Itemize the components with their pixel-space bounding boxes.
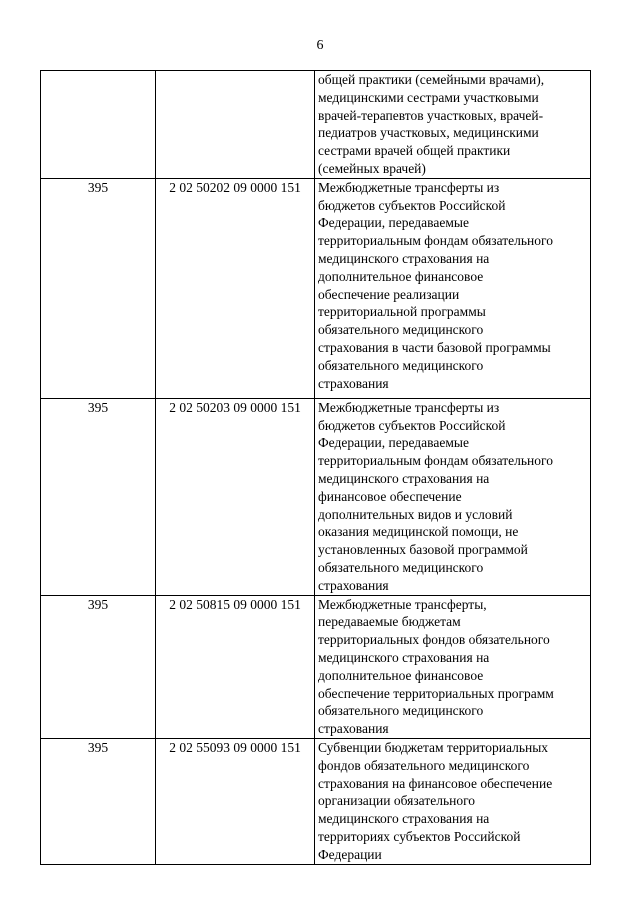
revenue-name-cell xyxy=(315,71,591,179)
budget-code-cell: 2 02 50203 09 0000 151 xyxy=(156,398,315,595)
text-line: территориях субъектов Российской xyxy=(318,828,521,844)
text-line: страхования в части базовой программы xyxy=(318,339,551,355)
budget-code-cell: 2 02 50815 09 0000 151 xyxy=(156,595,315,738)
text-line: общей практики (семейными врачами), xyxy=(318,72,545,87)
text-line: дополнительное финансовое xyxy=(318,268,484,284)
text-line: Межбюджетные трансферты из xyxy=(318,179,500,195)
text-line: Межбюджетные трансферты, xyxy=(318,596,487,612)
admin-code-cell: 395 xyxy=(41,738,156,864)
text-line: обеспечение территориальных программ xyxy=(318,685,554,701)
table-row xyxy=(41,71,591,179)
text-line: страхования xyxy=(318,375,389,391)
budget-code-cell: 2 02 55093 09 0000 151 xyxy=(156,738,315,864)
text-line: медицинского страхования на xyxy=(318,649,490,665)
text-line: обязательного медицинского xyxy=(318,322,484,338)
text-line: организации обязательного xyxy=(318,793,476,809)
page-number: 6 xyxy=(316,38,324,53)
revenue-name-cell xyxy=(315,398,591,595)
text-line: обязательного медицинского xyxy=(318,703,484,719)
admin-code-cell: 395 xyxy=(41,178,156,398)
text-line: обеспечение реализации xyxy=(318,286,460,302)
text-line: финансовое обеспечение xyxy=(318,488,462,504)
text-line: врачей-терапевтов участковых, врачей- xyxy=(318,107,544,123)
text-line: (семейных врачей) xyxy=(318,160,426,176)
text-line: Федерации xyxy=(318,846,382,862)
revenue-name-cell xyxy=(315,595,591,738)
text-line: педиатров участковых, медицинскими xyxy=(318,125,539,141)
text-line: обязательного медицинского xyxy=(318,559,484,575)
text-line: медицинского страхования на xyxy=(318,470,490,486)
text-line: медицинского страхования на xyxy=(318,250,490,266)
text-line: страхования на финансовое обеспечение xyxy=(318,775,553,791)
admin-code-cell: 395 xyxy=(41,398,156,595)
text-line: страхования xyxy=(318,721,389,737)
text-line: территориальным фондам обязательного xyxy=(318,453,553,469)
budget-code-cell xyxy=(156,71,315,179)
text-line: бюджетов субъектов Российской xyxy=(318,417,506,433)
text-line: Федерации, передаваемые xyxy=(318,435,469,451)
text-line: Федерации, передаваемые xyxy=(318,215,469,231)
revenue-name-cell xyxy=(315,178,591,398)
text-line: территориальной программы xyxy=(318,304,486,320)
text-line: передаваемые бюджетам xyxy=(318,614,461,630)
text-line: медицинскими сестрами участковыми xyxy=(318,89,539,105)
table-row xyxy=(41,738,591,864)
text-line: установленных базовой программой xyxy=(318,542,528,558)
text-line: территориальным фондам обязательного xyxy=(318,233,553,249)
text-line: дополнительных видов и условий xyxy=(318,506,513,522)
revenue-name-cell xyxy=(315,738,591,864)
table-body xyxy=(41,71,591,865)
text-line: дополнительное финансовое xyxy=(318,667,484,683)
admin-code-cell: 395 xyxy=(41,595,156,738)
admin-code-cell xyxy=(41,71,156,179)
budget-code-cell: 2 02 50202 09 0000 151 xyxy=(156,178,315,398)
text-line: фондов обязательного медицинского xyxy=(318,757,530,773)
text-line: оказания медицинской помощи, не xyxy=(318,524,519,540)
table-row xyxy=(41,178,591,398)
text-line: медицинского страхования на xyxy=(318,811,490,827)
text-line: обязательного медицинского xyxy=(318,357,484,373)
text-line: страхования xyxy=(318,577,389,593)
table-row xyxy=(41,595,591,738)
text-line: территориальных фондов обязательного xyxy=(318,632,550,648)
table-row xyxy=(41,398,591,595)
document-table xyxy=(40,70,591,865)
text-line: Межбюджетные трансферты из xyxy=(318,399,500,415)
text-line: Субвенции бюджетам территориальных xyxy=(318,739,549,755)
text-line: бюджетов субъектов Российской xyxy=(318,197,506,213)
text-line: сестрами врачей общей практики xyxy=(318,143,511,159)
